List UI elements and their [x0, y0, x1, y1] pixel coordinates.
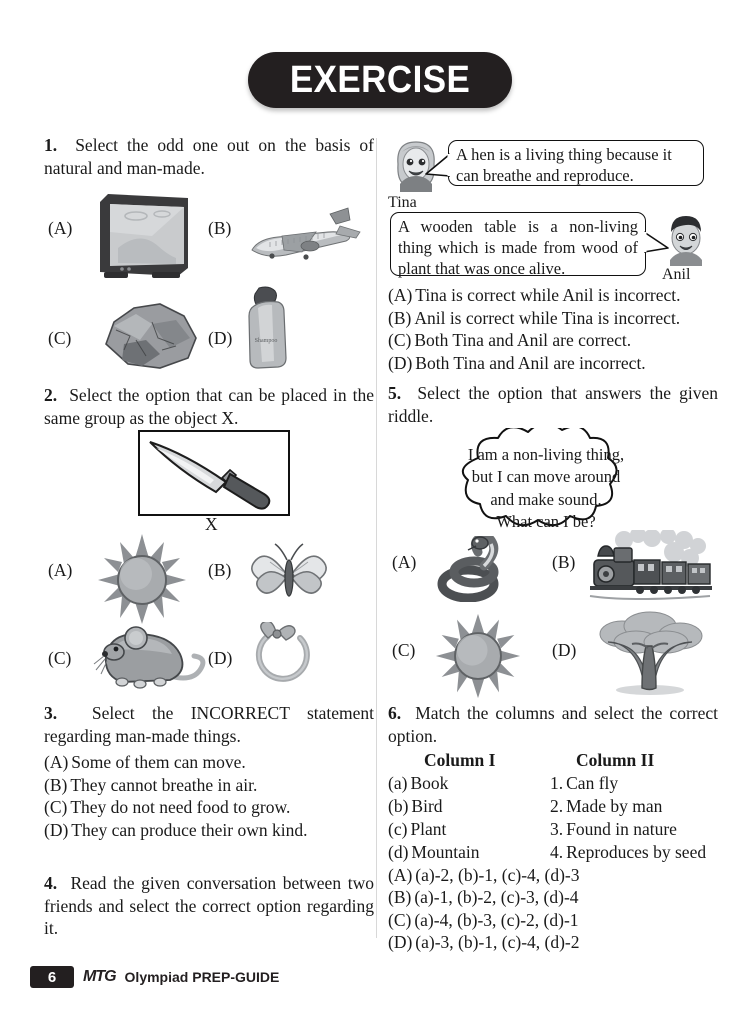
page-footer — [30, 966, 279, 988]
q3-option-d-label: (D) — [44, 819, 69, 840]
col2-key-3: 3. — [550, 818, 564, 839]
col1-text-b: Bird — [411, 795, 443, 816]
riddle-line-1: I am a non-living thing, — [467, 445, 625, 464]
column-1-row — [388, 772, 550, 795]
question-3-number: 3. — [44, 703, 58, 723]
q6-option-b-text: (a)-1, (b)-2, (c)-3, (d)-4 — [414, 887, 579, 908]
butterfly-image[interactable] — [250, 540, 328, 612]
q4-option-c-text: Both Tina and Anil are correct. — [414, 330, 632, 351]
sun-image[interactable] — [434, 612, 522, 700]
hairband-image[interactable] — [248, 622, 320, 688]
steam-train-image[interactable] — [588, 530, 716, 604]
q6-option-a-label: (A) — [388, 864, 413, 885]
column-1-row — [388, 795, 550, 818]
column-2-row — [550, 818, 718, 841]
question-1-body: Select the odd one out on the basis of natural and man-made. — [44, 135, 374, 178]
question-3-body: Select the INCORRECT statement regarding man-made things. — [44, 703, 375, 746]
q3-option-b-text: They cannot breathe in air. — [70, 774, 258, 795]
q4-option-b[interactable] — [388, 307, 718, 330]
q6-option-c-label: (C) — [388, 909, 412, 930]
q1-option-a-label[interactable]: (A) — [48, 218, 73, 238]
q5-option-a-label[interactable]: (A) — [392, 552, 417, 572]
col1-text-c: Plant — [410, 818, 447, 839]
q4-option-a[interactable] — [388, 284, 718, 307]
question-3-text — [44, 702, 374, 747]
speech-bubble-tina-text: A hen is a living thing because it can breathe and reproduce. — [456, 145, 672, 185]
q3-option-d-text: They can produce their own kind. — [71, 819, 308, 840]
column-2-row — [550, 795, 718, 818]
column-2-row — [550, 841, 718, 864]
airplane-image[interactable] — [244, 206, 362, 266]
sun-image[interactable] — [96, 534, 188, 626]
footer-title: Olympiad PREP-GUIDE — [124, 969, 280, 985]
col2-key-2: 2. — [550, 795, 564, 816]
speech-bubble-anil — [390, 212, 646, 276]
q4-option-b-label: (B) — [388, 307, 412, 328]
col1-key-d: (d) — [388, 841, 409, 862]
q2-option-a-label[interactable]: (A) — [48, 560, 73, 580]
question-4-number: 4. — [44, 873, 58, 893]
col2-key-4: 4. — [550, 841, 564, 862]
question-1 — [44, 134, 374, 179]
q5-option-c-label[interactable]: (C) — [392, 640, 416, 660]
shampoo-bottle-label: Shampoo — [254, 338, 278, 344]
speaker-name-tina: Tina — [388, 194, 417, 211]
q6-option-a-text: (a)-2, (b)-1, (c)-4, (d)-3 — [415, 864, 580, 885]
q3-option-a[interactable] — [44, 751, 374, 774]
left-column — [44, 134, 374, 181]
question-5-text — [388, 382, 718, 427]
boy-avatar-icon — [660, 214, 712, 268]
question-2-text — [44, 384, 374, 429]
q3-option-c[interactable] — [44, 796, 374, 819]
q3-option-d[interactable] — [44, 819, 374, 842]
q6-option-a[interactable] — [388, 864, 718, 887]
col2-text-3: Found in nature — [566, 818, 677, 839]
riddle-text — [452, 444, 640, 534]
q3-option-b-label: (B) — [44, 774, 68, 795]
tina-bubble-tail — [424, 152, 452, 186]
knife-image — [140, 432, 284, 510]
q2-option-d-label[interactable]: (D) — [208, 648, 233, 668]
col1-key-c: (c) — [388, 818, 408, 839]
tree-image[interactable] — [592, 608, 708, 696]
riddle-line-4: What can I be? — [496, 512, 596, 532]
col2-text-2: Made by man — [566, 795, 663, 816]
q3-option-a-label: (A) — [44, 752, 69, 773]
q1-option-c-label[interactable]: (C) — [48, 328, 72, 348]
speaker-name-anil: Anil — [662, 266, 691, 283]
col1-text-a: Book — [410, 773, 449, 794]
q1-option-d-label[interactable]: (D) — [208, 328, 233, 348]
mouse-image[interactable] — [92, 616, 210, 690]
question-5-body: Select the option that answers the given riddle. — [388, 383, 719, 426]
question-1-number: 1. — [44, 135, 58, 155]
question-5 — [388, 382, 718, 427]
q4-option-d-label: (D) — [388, 352, 413, 373]
q6-option-d-text: (a)-3, (b)-1, (c)-4, (d)-2 — [415, 932, 580, 953]
question-4-body: Read the given conversation between two friends and select the correct option regarding it. — [44, 873, 374, 939]
q6-option-b[interactable] — [388, 886, 718, 909]
rock-image[interactable] — [96, 300, 202, 372]
q5-option-b-label[interactable]: (B) — [552, 552, 576, 572]
q1-option-b-label[interactable]: (B) — [208, 218, 232, 238]
q2-option-c-label[interactable]: (C) — [48, 648, 72, 668]
shampoo-bottle-image[interactable] — [240, 284, 292, 370]
col1-key-b: (b) — [388, 795, 409, 816]
q5-option-d-label[interactable]: (D) — [552, 640, 577, 660]
question-6-options — [388, 864, 718, 954]
page-title: EXERCISE — [289, 58, 471, 101]
q3-option-b[interactable] — [44, 774, 374, 797]
column-2-row — [550, 772, 718, 795]
question-4-options — [388, 284, 718, 374]
question-2 — [44, 384, 374, 429]
question-6-body: Match the columns and select the correct option. — [388, 703, 718, 746]
question-2-number: 2. — [44, 385, 58, 405]
col2-text-1: Can fly — [566, 773, 619, 794]
speech-bubble-tina — [448, 140, 704, 186]
q4-option-d[interactable] — [388, 352, 718, 375]
question-2-figure-box — [138, 430, 290, 516]
riddle-line-3: and make sound. — [490, 489, 602, 509]
column-2-header: Column II — [576, 750, 655, 771]
q4-option-c-label: (C) — [388, 330, 412, 351]
q6-option-d[interactable] — [388, 931, 718, 954]
question-4-text — [44, 872, 374, 940]
q4-option-d-text: Both Tina and Anil are incorrect. — [415, 352, 646, 373]
page-number-badge: 6 — [30, 966, 74, 988]
q6-option-c-text: (a)-4, (b)-3, (c)-2, (d)-1 — [414, 909, 579, 930]
q3-option-a-text: Some of them can move. — [71, 752, 246, 773]
television-image[interactable] — [92, 188, 196, 284]
speech-bubble-anil-text: A wooden table is a non-living thing which is made from wood of plant that was once alive. — [398, 217, 638, 278]
col1-key-a: (a) — [388, 773, 408, 794]
riddle-line-2: but I can move around — [471, 467, 621, 487]
question-3-options — [44, 751, 374, 841]
question-2-body: Select the option that can be placed in the same group as the object X. — [44, 385, 374, 428]
column-divider — [376, 138, 377, 938]
q4-option-a-text: Tina is correct while Anil is incorrect. — [415, 285, 681, 305]
question-3 — [44, 702, 374, 841]
q6-option-b-label: (B) — [388, 887, 412, 908]
question-6 — [388, 702, 718, 954]
col2-text-4: Reproduces by seed — [566, 841, 707, 862]
question-5-number: 5. — [388, 383, 402, 403]
question-2-figure-label: X — [205, 514, 218, 534]
q4-option-a-label: (A) — [388, 285, 413, 305]
column-1-row — [388, 818, 550, 841]
snake-image[interactable] — [432, 536, 516, 602]
question-6-number: 6. — [388, 703, 402, 723]
q4-option-b-text: Anil is correct while Tina is incorrect. — [414, 307, 681, 328]
question-1-text — [44, 134, 374, 179]
q6-option-c[interactable] — [388, 909, 718, 932]
q4-option-c[interactable] — [388, 329, 718, 352]
column-1-row — [388, 841, 550, 864]
question-4 — [44, 872, 374, 940]
q3-option-c-label: (C) — [44, 797, 68, 818]
match-columns-table — [388, 749, 718, 864]
column-1-header: Column I — [424, 750, 496, 771]
col2-key-1: 1. — [550, 773, 564, 794]
exercise-banner — [248, 52, 512, 108]
q3-option-c-text: They do not need food to grow. — [70, 797, 291, 818]
q6-option-d-label: (D) — [388, 932, 413, 953]
question-6-text — [388, 702, 718, 747]
q2-option-b-label[interactable]: (B) — [208, 560, 232, 580]
mtg-logo: MTG — [83, 968, 116, 985]
col1-text-d: Mountain — [411, 841, 480, 862]
